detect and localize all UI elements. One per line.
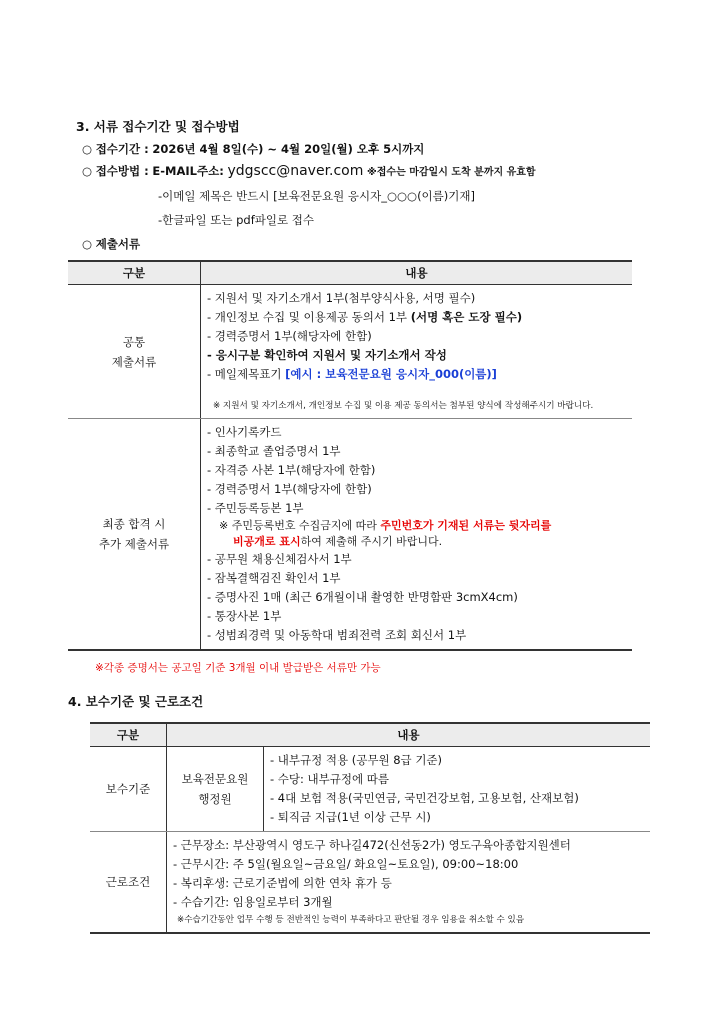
receipt-method-label: 접수방법 : [95, 164, 149, 178]
row-label-common [68, 285, 201, 419]
certificate-validity-note: ※각종 증명서는 공고일 기준 3개월 이내 발급받은 서류만 가능 [95, 662, 381, 674]
table-row [90, 747, 650, 832]
probation-note: ※수습기간동안 업무 수행 등 전반적인 능력이 부족하다고 판단될 경우 임용을 취소할 수 있음 [177, 915, 525, 925]
row-label-line: 제출서류 [111, 354, 157, 369]
note-text: ※ 주민등록번호 수집금지에 따라 [219, 519, 381, 532]
resident-number-note [207, 518, 626, 534]
table-row [90, 832, 650, 934]
list-item: - 수당: 내부규정에 따름 [270, 772, 389, 786]
list-item-text: - 메일제목표기 [207, 367, 286, 381]
list-item: - 응시구분 확인하여 지원서 및 자기소개서 작성 [207, 348, 447, 362]
receipt-period-line [82, 141, 424, 157]
bullet-circle: ○ [82, 164, 93, 178]
sublabel-line: 보육전문요원 [181, 772, 249, 786]
list-item: - 내부규정 적용 (공무원 8급 기준) [270, 753, 443, 767]
list-item: - 복리후생: 근로기준법에 의한 연차 휴가 등 [173, 876, 392, 890]
table-row [68, 419, 632, 651]
header-content: 내용 [167, 723, 651, 747]
bullet-circle: ○ [82, 142, 93, 156]
list-item: - 공무원 채용신체검사서 1부 [207, 552, 352, 566]
row-label-additional [68, 419, 201, 651]
row-label-line: 공통 [122, 334, 146, 349]
list-item-text: - 개인정보 수집 및 이용제공 동의서 1부 [207, 310, 411, 324]
list-item: - 자격증 사본 1부(해당자에 한함) [207, 463, 376, 477]
submission-docs-heading [82, 236, 140, 252]
note-emphasis: 주민번호가 기재된 서류는 뒷자리를 [380, 519, 552, 532]
note-text: 하여 제출해 주시기 바랍니다. [300, 535, 443, 548]
email-address: ydgscc@naver.com [227, 163, 364, 179]
list-item: - 근무장소: 부산광역시 영도구 하나길472(신선동2가) 영도구육아종합지원센터 [173, 838, 571, 852]
row-label-pay: 보수기준 [90, 747, 167, 832]
table-row [68, 285, 632, 419]
list-item: - 수습기간: 임용일로부터 3개월 [173, 895, 333, 909]
list-item: - 잠복결핵검진 확인서 1부 [207, 571, 341, 585]
section-3-title: 3. 서류 접수기간 및 접수방법 [76, 119, 240, 134]
list-item: - 경력증명서 1부(해당자에 한함) [207, 329, 372, 343]
list-item: - 4대 보험 적용(국민연금, 국민건강보험, 고용보험, 산재보험) [270, 791, 579, 805]
header-category: 구분 [68, 261, 201, 285]
header-category: 구분 [90, 723, 167, 747]
list-item: - 근무시간: 주 5일(월요일~금요일/ 화요일~토요일), 09:00~18:00 [173, 857, 519, 871]
header-content: 내용 [201, 261, 633, 285]
submission-docs-label: 제출서류 [95, 237, 141, 251]
table-footnote: ※ 지원서 및 자기소개서, 개인정보 수집 및 이용 제공 동의서는 첨부된 양식에 작성해주시기 바랍니다. [213, 401, 594, 411]
submission-docs-table [68, 260, 632, 651]
receipt-period-value: 2026년 4월 8일(수) ~ 4월 20일(월) 오후 5시까지 [152, 142, 425, 156]
row-label-line: 최종 합격 시 [102, 517, 166, 531]
file-format-instruction: -한글파일 또는 pdf파일로 접수 [158, 213, 314, 227]
receipt-period-label: 접수기간 : [95, 142, 149, 156]
list-item: - 인사기록카드 [207, 425, 282, 439]
list-item: - 지원서 및 자기소개서 1부(첨부양식사용, 서명 필수) [207, 291, 476, 305]
table-header-row [90, 723, 650, 747]
deadline-note: ※접수는 마감일시 도착 분까지 유효함 [367, 167, 536, 178]
row-sublabel-pay [167, 747, 264, 832]
row-content-work [167, 832, 651, 934]
row-content-common [201, 285, 633, 419]
list-item: - 최종학교 졸업증명서 1부 [207, 444, 341, 458]
row-content-additional [201, 419, 633, 651]
list-item: - 경력증명서 1부(해당자에 한함) [207, 482, 372, 496]
email-subject-instruction: -이메일 제목은 반드시 [보육전문요원 응시자_○○○(이름)기재] [158, 189, 475, 203]
list-item [207, 365, 626, 384]
list-item: - 통장사본 1부 [207, 609, 282, 623]
pay-conditions-table [90, 722, 650, 934]
resident-number-note-cont [207, 534, 626, 550]
section-4-title: 4. 보수기준 및 근로조건 [68, 694, 204, 709]
list-item: - 증명사진 1매 (최근 6개월이내 촬영한 반명함판 3cmX4cm) [207, 590, 518, 604]
receipt-method-line [82, 163, 536, 179]
list-item: - 주민등록등본 1부 [207, 501, 304, 515]
table-header-row [68, 261, 632, 285]
row-label-work: 근로조건 [90, 832, 167, 934]
email-label: E-MAIL주소: [152, 164, 224, 178]
note-emphasis: 비공개로 표시 [233, 535, 301, 548]
list-item [207, 308, 626, 327]
sublabel-line: 행정원 [198, 792, 232, 806]
row-label-line: 추가 제출서류 [98, 537, 170, 551]
list-item: - 성범죄경력 및 아동학대 범죄전력 조회 회신서 1부 [207, 628, 467, 642]
list-item-emphasis: (서명 혹은 도장 필수) [410, 310, 523, 324]
bullet-circle: ○ [82, 237, 93, 251]
row-content-pay [264, 747, 651, 832]
list-item: - 퇴직금 지급(1년 이상 근무 시) [270, 810, 431, 824]
mail-subject-example: [예시 : 보육전문요원 응시자_000(이름)] [285, 367, 497, 381]
